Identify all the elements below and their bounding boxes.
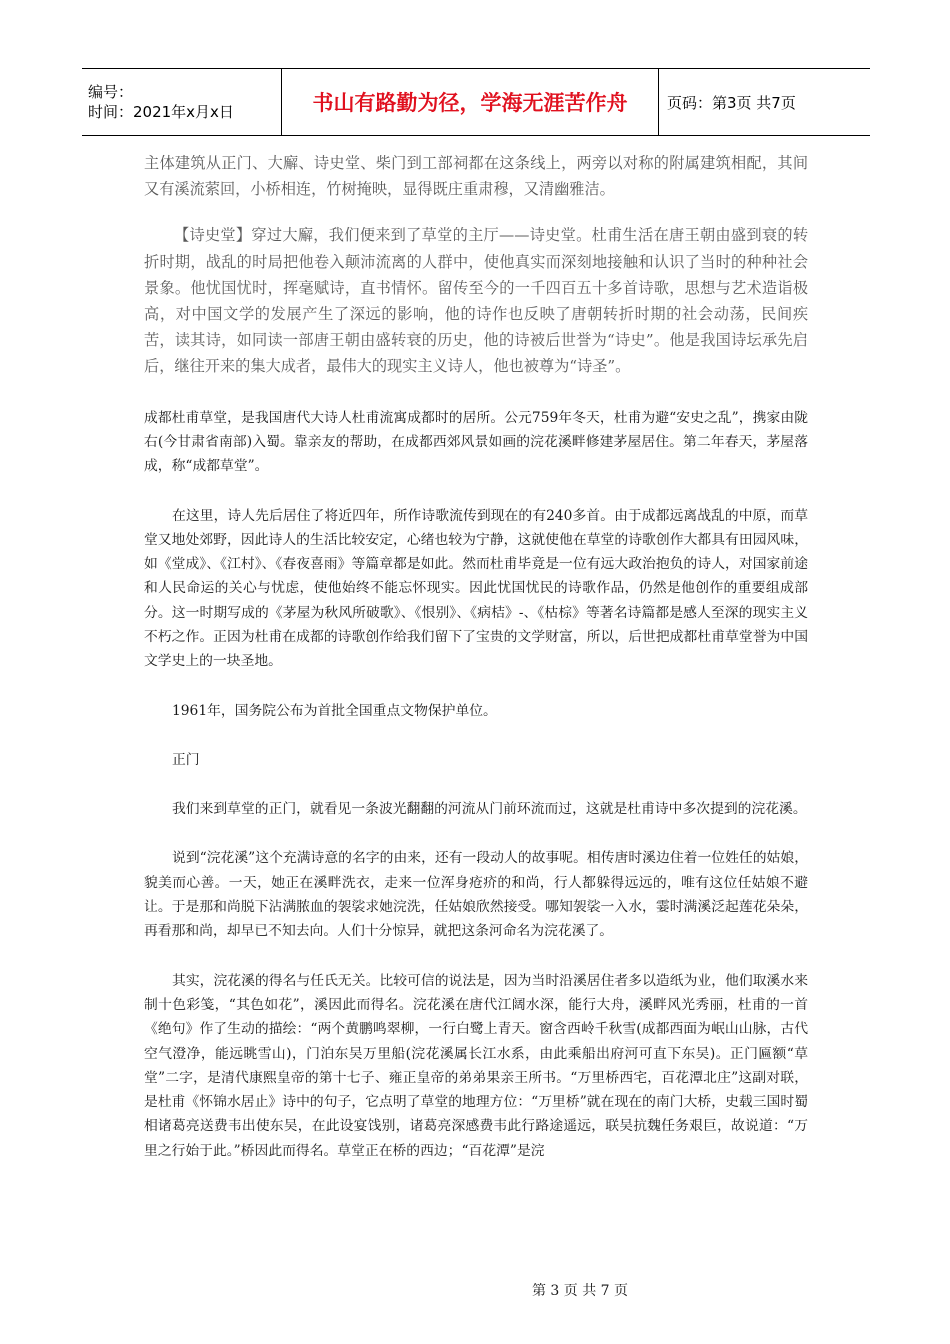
- paragraph: 1961年，国务院公布为首批全国重点文物保护单位。: [172, 702, 497, 719]
- header-page-number: 页码：第3页 共7页: [667, 93, 796, 112]
- footer-page-number: 第 3 页 共 7 页: [531, 1283, 629, 1299]
- document-number-label: 编号：: [88, 83, 134, 101]
- page-footer: [0, 1280, 950, 1300]
- page-header: [82, 68, 870, 136]
- paragraph: 在这里，诗人先后居住了将近四年，所作诗歌流传到现在的有240多首。由于成都远离战乱的中原，而草堂又地处郊野，因此诗人的生活比较安定，心绪也较为宁静，这就使他在草堂的诗歌创作大都具有田园风味，如《堂成》、《江村》、《春夜喜雨》等篇章都是如此。然而杜甫毕竟是一位有远大政治抱负的诗人，对国家前途和人民命运的关心与忧虑，使他始终不能忘怀现实。因此忧国忧民的诗歌作品，仍然是他创作的重要组成部分。这一时期写成的《茅屋为秋风所破歌》、《恨别》、《病桔》-、《枯棕》等著名诗篇都是感人至深的现实主义不朽之作。正因为杜甫在成都的诗歌创作给我们留下了宝贵的文学财富，所以，后世把成都杜甫草堂誉为中国文学史上的一块圣地。: [144, 507, 808, 670]
- document-body: [144, 150, 808, 1188]
- paragraph: 其实，浣花溪的得名与任氏无关。比较可信的说法是，因为当时沿溪居住者多以造纸为业，他们取溪水来制十色彩笺，“其色如花”，溪因此而得名。浣花溪在唐代江阔水深，能行大舟，溪畔风光秀丽，杜甫的一首《绝句》作了生动的描绘：“两个黄鹏鸣翠柳，一行白鹭上青天。窗含西岭千秋雪(成都西面为岷山山脉，古代空气澄净，能远眺雪山)，门泊东吴万里船(浣花溪属长江水系，由此乘船出府河可直下东吴)。正门匾额“草堂”二字，是清代康熙皇帝的第十七子、雍正皇帝的弟弟果亲王所书。“万里桥西宅，百花潭北庄”这副对联，是杜甫《怀锦水居止》诗中的句子，它点明了草堂的地理方位：“万里桥”就在现在的南门大桥，史载三国时蜀相诸葛亮送费韦出使东吴，在此设宴饯别，诸葛亮深感费韦此行路途遥远，联吴抗魏任务艰巨，故说道：“万里之行始于此。”桥因此而得名。草堂正在桥的西边；“百花潭”是浣: [144, 972, 808, 1159]
- header-meta: [82, 69, 282, 135]
- section-heading: 正门: [172, 751, 200, 768]
- paragraph: 主体建筑从正门、大廨、诗史堂、柴门到工部祠都在这条线上，两旁以对称的附属建筑相配，其间又有溪流萦回，小桥相连，竹树掩映，显得既庄重肃穆，又清幽雅洁。: [144, 154, 808, 199]
- paragraph: 我们来到草堂的正门，就看见一条波光翻翻的河流从门前环流而过，这就是杜甫诗中多次提到的浣花溪。: [172, 801, 807, 818]
- intro-section: [144, 150, 808, 380]
- main-section: [144, 406, 808, 1163]
- paragraph: 说到“浣花溪”这个充满诗意的名字的由来，还有一段动人的故事呢。相传唐时溪边住着一位姓任的姑娘，貌美而心善。一天，她正在溪畔洗衣，走来一位浑身疮疥的和尚，行人都躲得远远的，唯有这位任姑娘不避让。于是那和尚脱下沾满脓血的袈裟求她浣洗，任姑娘欣然接受。哪知袈裟一入水，霎时满溪泛起莲花朵朵，再看那和尚，却早已不知去向。人们十分惊异，就把这条河命名为浣花溪了。: [144, 850, 808, 940]
- paragraph: 【诗史堂】穿过大廨，我们便来到了草堂的主厅——诗史堂。杜甫生活在唐王朝由盛到衰的转折时期，战乱的时局把他卷入颠沛流离的人群中，使他真实而深刻地接触和认识了当时的种种社会景象。他忧国忧时，挥毫赋诗，直书情怀。留传至今的一千四百五十多首诗歌，思想与艺术造诣极高，对中国文学的发展产生了深远的影响，他的诗作也反映了唐朝转折时期的社会动荡，民间疾苦，读其诗，如同读一部唐王朝由盛转衰的历史，他的诗被后世誉为“诗史”。他是我国诗坛承先启后，继往开来的集大成者，最伟大的现实主义诗人，他也被尊为“诗圣”。: [144, 226, 808, 376]
- header-motto: 书山有路勤为径，学海无涯苦作舟: [282, 69, 659, 135]
- paragraph: 成都杜甫草堂，是我国唐代大诗人杜甫流寓成都时的居所。公元759年冬天，杜甫为避“安史之乱”，携家由陇右(今甘肃省南部)入蜀。靠亲友的帮助，在成都西郊风景如画的浣花溪畔修建茅屋居住。第二年春天，茅屋落成，称“成都草堂”。: [144, 409, 808, 475]
- document-date-label: 时间：2021年x月x日: [88, 103, 234, 121]
